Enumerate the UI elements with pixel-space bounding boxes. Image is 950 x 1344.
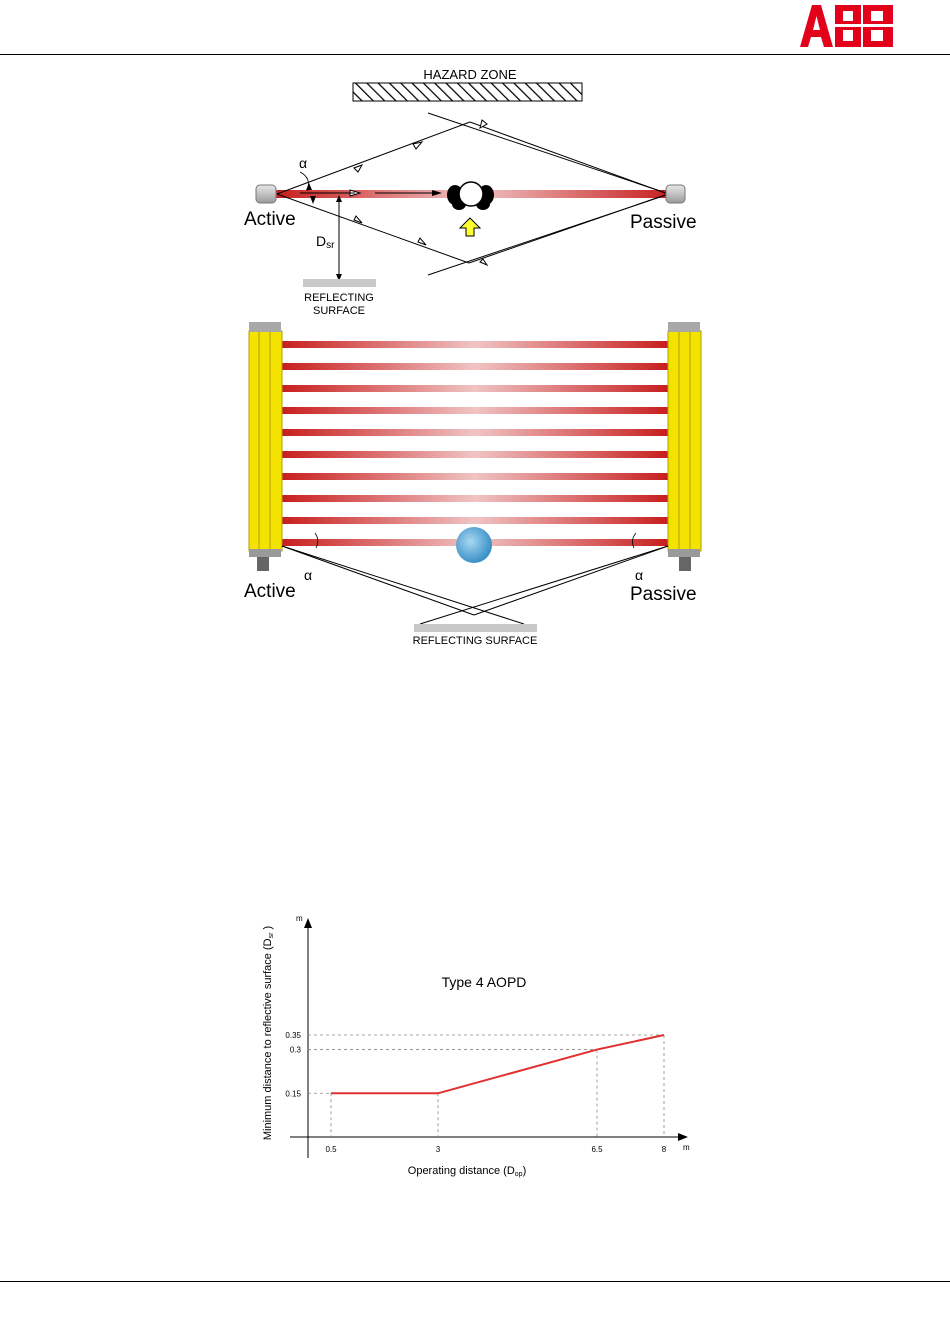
curtain-beam — [282, 429, 668, 436]
y-axis-label: Minimum distance to reflective surface (Dsr ) — [262, 925, 275, 1141]
x-axis-arrow-icon — [678, 1133, 688, 1141]
dsr-label: Dsr — [316, 233, 335, 251]
y-axis-arrow-icon — [304, 918, 312, 928]
passive-column — [668, 322, 701, 571]
y-tick-label: 0.3 — [289, 1045, 301, 1055]
passive-label-1: Passive — [630, 212, 697, 233]
curtain-beam — [282, 363, 668, 370]
reflecting-surface-bar-1 — [303, 279, 376, 287]
abb-logo — [797, 5, 897, 47]
curtain-beam — [282, 341, 668, 348]
reflecting-label-1b: SURFACE — [313, 305, 365, 317]
x-tick-label: 0.5 — [325, 1145, 337, 1154]
entry-arrow-icon — [460, 218, 480, 236]
alpha-tick-2 — [310, 196, 316, 204]
passive-label-2: Passive — [630, 584, 697, 605]
curtain-beam — [282, 451, 668, 458]
reflecting-label-1a: REFLECTING — [304, 292, 374, 304]
x-tick-label: 6.5 — [591, 1145, 603, 1154]
curtain-beam — [282, 473, 668, 480]
active-label-2: Active — [244, 581, 296, 602]
x-tick-label: 8 — [661, 1145, 667, 1154]
curtain-beam — [282, 517, 668, 524]
hazard-zone-label: HAZARD ZONE — [423, 67, 517, 82]
y-tick-label: 0.15 — [285, 1089, 301, 1099]
y-tick-label: 0.35 — [285, 1031, 301, 1040]
active-device-icon — [256, 185, 276, 203]
chart-title: Type 4 AOPD — [441, 974, 527, 990]
alpha-label-1: α — [299, 155, 308, 171]
alpha-label-2b: α — [635, 567, 644, 583]
passive-device-icon — [666, 185, 685, 203]
curtain-beam — [282, 407, 668, 414]
aopd-chart — [0, 890, 950, 1190]
curtain-beam — [282, 495, 668, 502]
x-unit: m — [683, 1143, 690, 1152]
footer-rule — [0, 1281, 950, 1282]
curtain-beam — [282, 385, 668, 392]
alpha-label-2a: α — [304, 567, 313, 583]
curtain-beams — [282, 341, 668, 546]
reflecting-surface-bar-2 — [414, 624, 537, 632]
series-line — [331, 1035, 664, 1093]
reflecting-label-2: REFLECTING SURFACE — [412, 635, 538, 647]
x-tick-label: 3 — [435, 1145, 441, 1154]
light-curtain-diagrams — [0, 60, 950, 660]
header-rule — [0, 54, 950, 55]
svg-text:ABB: ABB — [797, 5, 800, 6]
test-object-ball — [456, 527, 492, 563]
hazard-zone-block — [353, 83, 582, 101]
active-label-1: Active — [244, 209, 296, 230]
person-top-view-icon — [447, 182, 494, 210]
alpha-tick-1 — [306, 183, 312, 190]
x-axis-label: Operating distance (Dop) — [407, 1165, 527, 1178]
active-column — [249, 322, 282, 571]
y-unit: m — [296, 914, 303, 923]
